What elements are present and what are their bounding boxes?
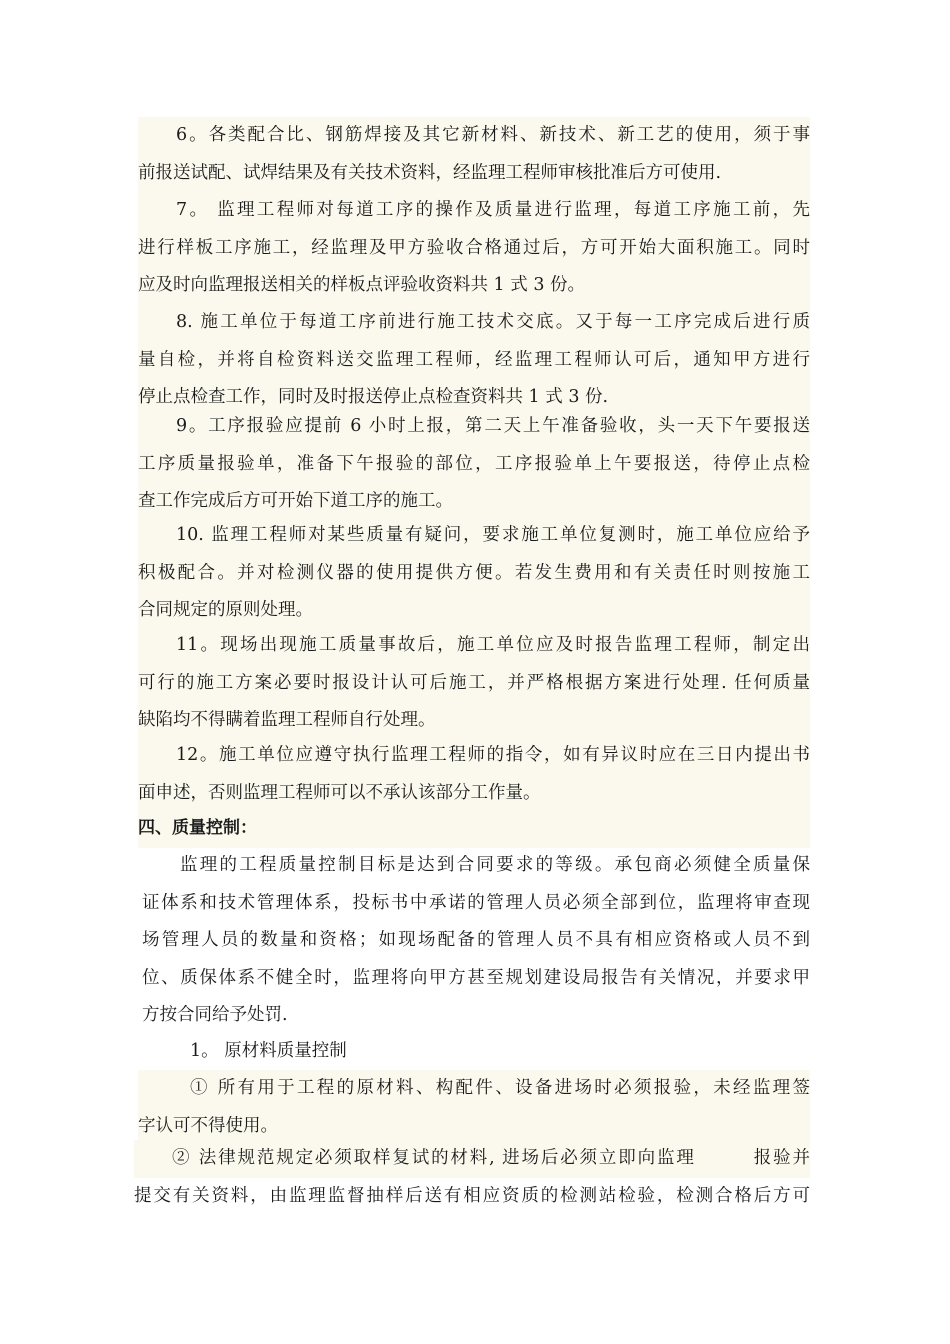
text-line: 积极配合。并对检测仪器的使用提供方便。若发生费用和有关责任时则按施工 (138, 562, 810, 583)
text-line: 合同规定的原则处理。 (138, 600, 313, 620)
list-item-1 (138, 1070, 810, 1145)
paragraph-6 (138, 117, 810, 192)
subsection-heading-block (138, 1033, 810, 1071)
text-line: 面申述，否则监理工程师可以不承认该部分工作量。 (138, 782, 541, 803)
text-line: 应及时向监理报送相关的样板点评验收资料共 1 式 3 份。 (138, 275, 586, 295)
text-line: ② 法律规范规定必须取样复试的材料, 进场后必须立即向监理 报验并 (134, 1140, 810, 1178)
section-heading: 四、质量控制： (138, 818, 257, 838)
text-line: 进行样板工序施工，经监理及甲方验收合格通过后，方可开始大面积施工。同时 (138, 237, 810, 258)
text-line: 停止点检查工作，同时及时报送停止点检查资料共 1 式 3 份. (138, 387, 609, 407)
text-line: 缺陷均不得瞒着监理工程师自行处理。 (138, 710, 436, 730)
text-line: 监理的工程质量控制目标是达到合同要求的等级。承包商必须健全质量保 (180, 855, 810, 875)
text-line: 场管理人员的数量和资格；如现场配备的管理人员不具有相应资格或人员不到 (142, 930, 810, 950)
subsection-heading: 1。 原材料质量控制 (190, 1041, 347, 1061)
paragraph-10 (138, 517, 810, 630)
text-line: ① 所有用于工程的原材料、构配件、设备进场时必须报验，未经监理签 (190, 1078, 810, 1098)
text-line: 工序质量报验单，准备下午报验的部位，工序报验单上午要报送，待停止点检 (138, 453, 810, 474)
text-line: 6。各类配合比、钢筋焊接及其它新材料、新技术、新工艺的使用，须于事 (176, 125, 810, 145)
text-line: 字认可不得使用。 (138, 1115, 278, 1136)
text-line: 查工作完成后方可开始下道工序的施工。 (138, 491, 453, 511)
section-heading-block (138, 810, 810, 848)
text-line: 位、质保体系不健全时，监理将向甲方甚至规划建设局报告有关情况，并要求甲 (142, 967, 810, 988)
text-line: 12。施工单位应遵守执行监理工程师的指令，如有异议时应在三日内提出书 (176, 745, 810, 765)
list-item-2 (134, 1140, 810, 1215)
text-line: 7。 监理工程师对每道工序的操作及质量进行监理，每道工序施工前，先 (176, 200, 810, 220)
paragraph-7 (138, 192, 810, 305)
text-line: 前报送试配、试焊结果及有关技术资料，经监理工程师审核批准后方可使用. (138, 162, 722, 183)
text-line: 8. 施工单位于每道工序前进行施工技术交底。又于每一工序完成后进行质 (176, 312, 810, 332)
text-line: 可行的施工方案必要时报设计认可后施工，并严格根据方案进行处理. 任何质量 (138, 672, 810, 693)
paragraph-12 (138, 737, 810, 812)
paragraph-9 (138, 408, 810, 521)
text-line: 量自检，并将自检资料送交监理工程师，经监理工程师认可后，通知甲方进行 (138, 349, 810, 370)
paragraph-11 (138, 627, 810, 740)
text-line: 证体系和技术管理体系，投标书中承诺的管理人员必须全部到位，监理将审查现 (142, 892, 810, 913)
paragraph-8 (138, 304, 810, 417)
text-line: 11。现场出现施工质量事故后，施工单位应及时报告监理工程师，制定出 (176, 635, 810, 655)
text-line: 10. 监理工程师对某些质量有疑问，要求施工单位复测时，施工单位应给予 (176, 525, 810, 545)
text-line: 方按合同给予处罚. (142, 1005, 288, 1025)
text-line: 提交有关资料，由监理监督抽样后送有相应资质的检测站检验，检测合格后方可 (134, 1185, 810, 1206)
section-intro (142, 847, 810, 1035)
text-line: 9。工序报验应提前 6 小时上报，第二天上午准备验收，头一天下午要报送 (176, 416, 810, 436)
